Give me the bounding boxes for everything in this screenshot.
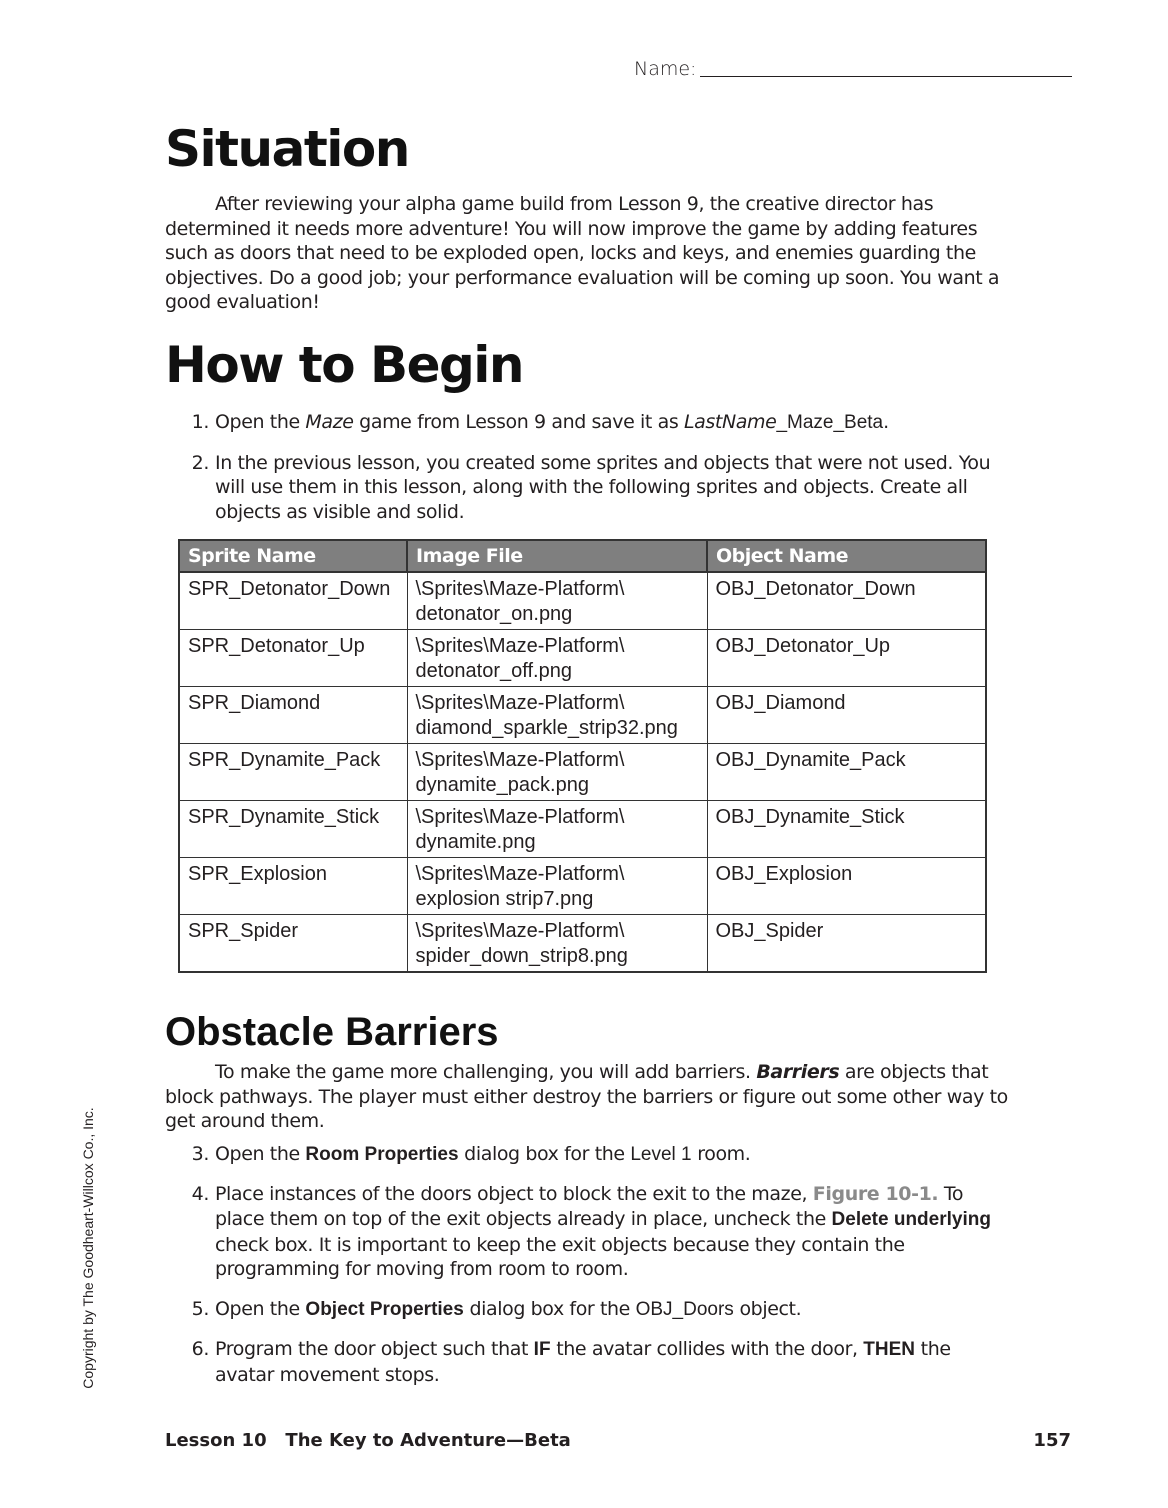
cell-text: SPR_Diamond: [188, 692, 321, 714]
table-cell: [707, 915, 986, 973]
footer-title: The Key to Adventure—Beta: [285, 1430, 571, 1451]
cell-text: \Sprites\Maze-Platform\: [415, 692, 625, 714]
name-blank-line[interactable]: [700, 76, 1072, 77]
cell-text: SPR_Dynamite_Pack: [188, 749, 381, 771]
name-label: Name:: [634, 58, 697, 80]
figure-reference[interactable]: Figure 10-1.: [812, 1183, 939, 1206]
cell-text: \Sprites\Maze-Platform\: [415, 749, 625, 771]
table-cell: [407, 744, 707, 801]
footer-lesson: Lesson 10: [165, 1430, 267, 1451]
cell-text: \Sprites\Maze-Platform\: [415, 578, 625, 600]
cell-text: SPR_Explosion: [188, 863, 327, 885]
cell-text: \Sprites\Maze-Platform\: [415, 863, 625, 885]
cell-text: SPR_Detonator_Up: [188, 635, 365, 657]
step-3: 3. Open the Room Properties dialog box for the Level 1 room.: [191, 1142, 751, 1165]
table-cell: [179, 915, 407, 973]
cell-text: explosion strip7.png: [415, 888, 594, 910]
step-5: 5. Open the Object Properties dialog box for the OBJ_Doors object.: [191, 1297, 802, 1320]
cell-text: OBJ_Dynamite_Stick: [715, 806, 905, 828]
cell-text: dynamite.png: [415, 831, 536, 853]
cell-text: detonator_on.png: [415, 603, 573, 625]
cell-text: \Sprites\Maze-Platform\: [415, 635, 625, 657]
cell-text: SPR_Spider: [188, 920, 299, 942]
table-cell: [179, 630, 407, 687]
cell-text: OBJ_Detonator_Down: [715, 578, 916, 600]
name-field[interactable]: [634, 58, 1072, 80]
how-to-begin-heading: How to Begin: [165, 336, 524, 394]
table-cell: [407, 858, 707, 915]
cell-text: OBJ_Dynamite_Pack: [715, 749, 906, 771]
table-cell: [707, 687, 986, 744]
table-row: [179, 744, 986, 801]
table-cell: [407, 915, 707, 973]
table-cell: [707, 858, 986, 915]
cell-text: \Sprites\Maze-Platform\: [415, 920, 625, 942]
table-row: [179, 687, 986, 744]
table-cell: [707, 630, 986, 687]
step-2: 2. In the previous lesson, you created some sprites and objects that were not used. You will use them in this lesson, along with the following sprites and objects. Create all objects as visible and solid.: [191, 451, 991, 523]
table-cell: [707, 744, 986, 801]
column-header: Image File: [407, 540, 707, 572]
table-cell: [707, 572, 986, 630]
table-cell: [407, 572, 707, 630]
cell-text: spider_down_strip8.png: [415, 945, 628, 967]
copyright-notice: Copyright by The Goodheart-Willcox Co., Inc.: [80, 1107, 96, 1389]
column-header: Object Name: [707, 540, 986, 572]
table-cell: [179, 687, 407, 744]
obstacle-barriers-heading: Obstacle Barriers: [165, 1010, 499, 1054]
table-cell: [179, 572, 407, 630]
table-row: [179, 858, 986, 915]
table-row: [179, 915, 986, 973]
table-row: [179, 801, 986, 858]
column-header: Sprite Name: [179, 540, 407, 572]
cell-text: OBJ_Explosion: [715, 863, 853, 885]
table-cell: [179, 801, 407, 858]
step-6: 6. Program the door object such that IF the avatar collides with the door, THEN the avatar movement stops.: [191, 1338, 951, 1386]
situation-paragraph: After reviewing your alpha game build from Lesson 9, the creative director has determined it needs more adventure! You will now improve the game by adding features such as doors that need to be exploded open, locks and keys, and enemies guarding the objectives. Do a good job; your performance evaluation will be coming up soon. You want a good evaluation!: [165, 193, 1000, 314]
table-cell: [707, 801, 986, 858]
cell-text: OBJ_Diamond: [715, 692, 846, 714]
table-header-row: [179, 540, 986, 572]
table-cell: [179, 744, 407, 801]
table-cell: [407, 801, 707, 858]
step-1: 1. Open the Maze game from Lesson 9 and save it as LastName_Maze_Beta.: [191, 411, 889, 433]
cell-text: \Sprites\Maze-Platform\: [415, 806, 625, 828]
cell-text: diamond_sparkle_strip32.png: [415, 717, 678, 739]
cell-text: OBJ_Spider: [715, 920, 824, 942]
page-number: 157: [1033, 1430, 1071, 1451]
cell-text: OBJ_Detonator_Up: [715, 635, 891, 657]
situation-heading: Situation: [165, 120, 409, 178]
sprite-table: [178, 539, 987, 973]
step-4: 4. Place instances of the doors object to block the exit to the maze, Figure 10-1. To place them on top of the exit objects already in place, uncheck the Delete underlying check box. It is important to keep the exit objects because they contain the programming for moving from room to room.: [191, 1183, 991, 1281]
page-footer: [165, 1430, 1071, 1451]
table-row: [179, 572, 986, 630]
table-cell: [179, 858, 407, 915]
cell-text: SPR_Detonator_Down: [188, 578, 391, 600]
cell-text: SPR_Dynamite_Stick: [188, 806, 380, 828]
table-row: [179, 630, 986, 687]
cell-text: dynamite_pack.png: [415, 774, 589, 796]
cell-text: detonator_off.png: [415, 660, 572, 682]
obstacle-paragraph: To make the game more challenging, you will add barriers. Barriers are objects that block pathways. The player must either destroy the barriers or figure out some other way to get around them.: [165, 1061, 1008, 1133]
table-cell: [407, 630, 707, 687]
table-cell: [407, 687, 707, 744]
